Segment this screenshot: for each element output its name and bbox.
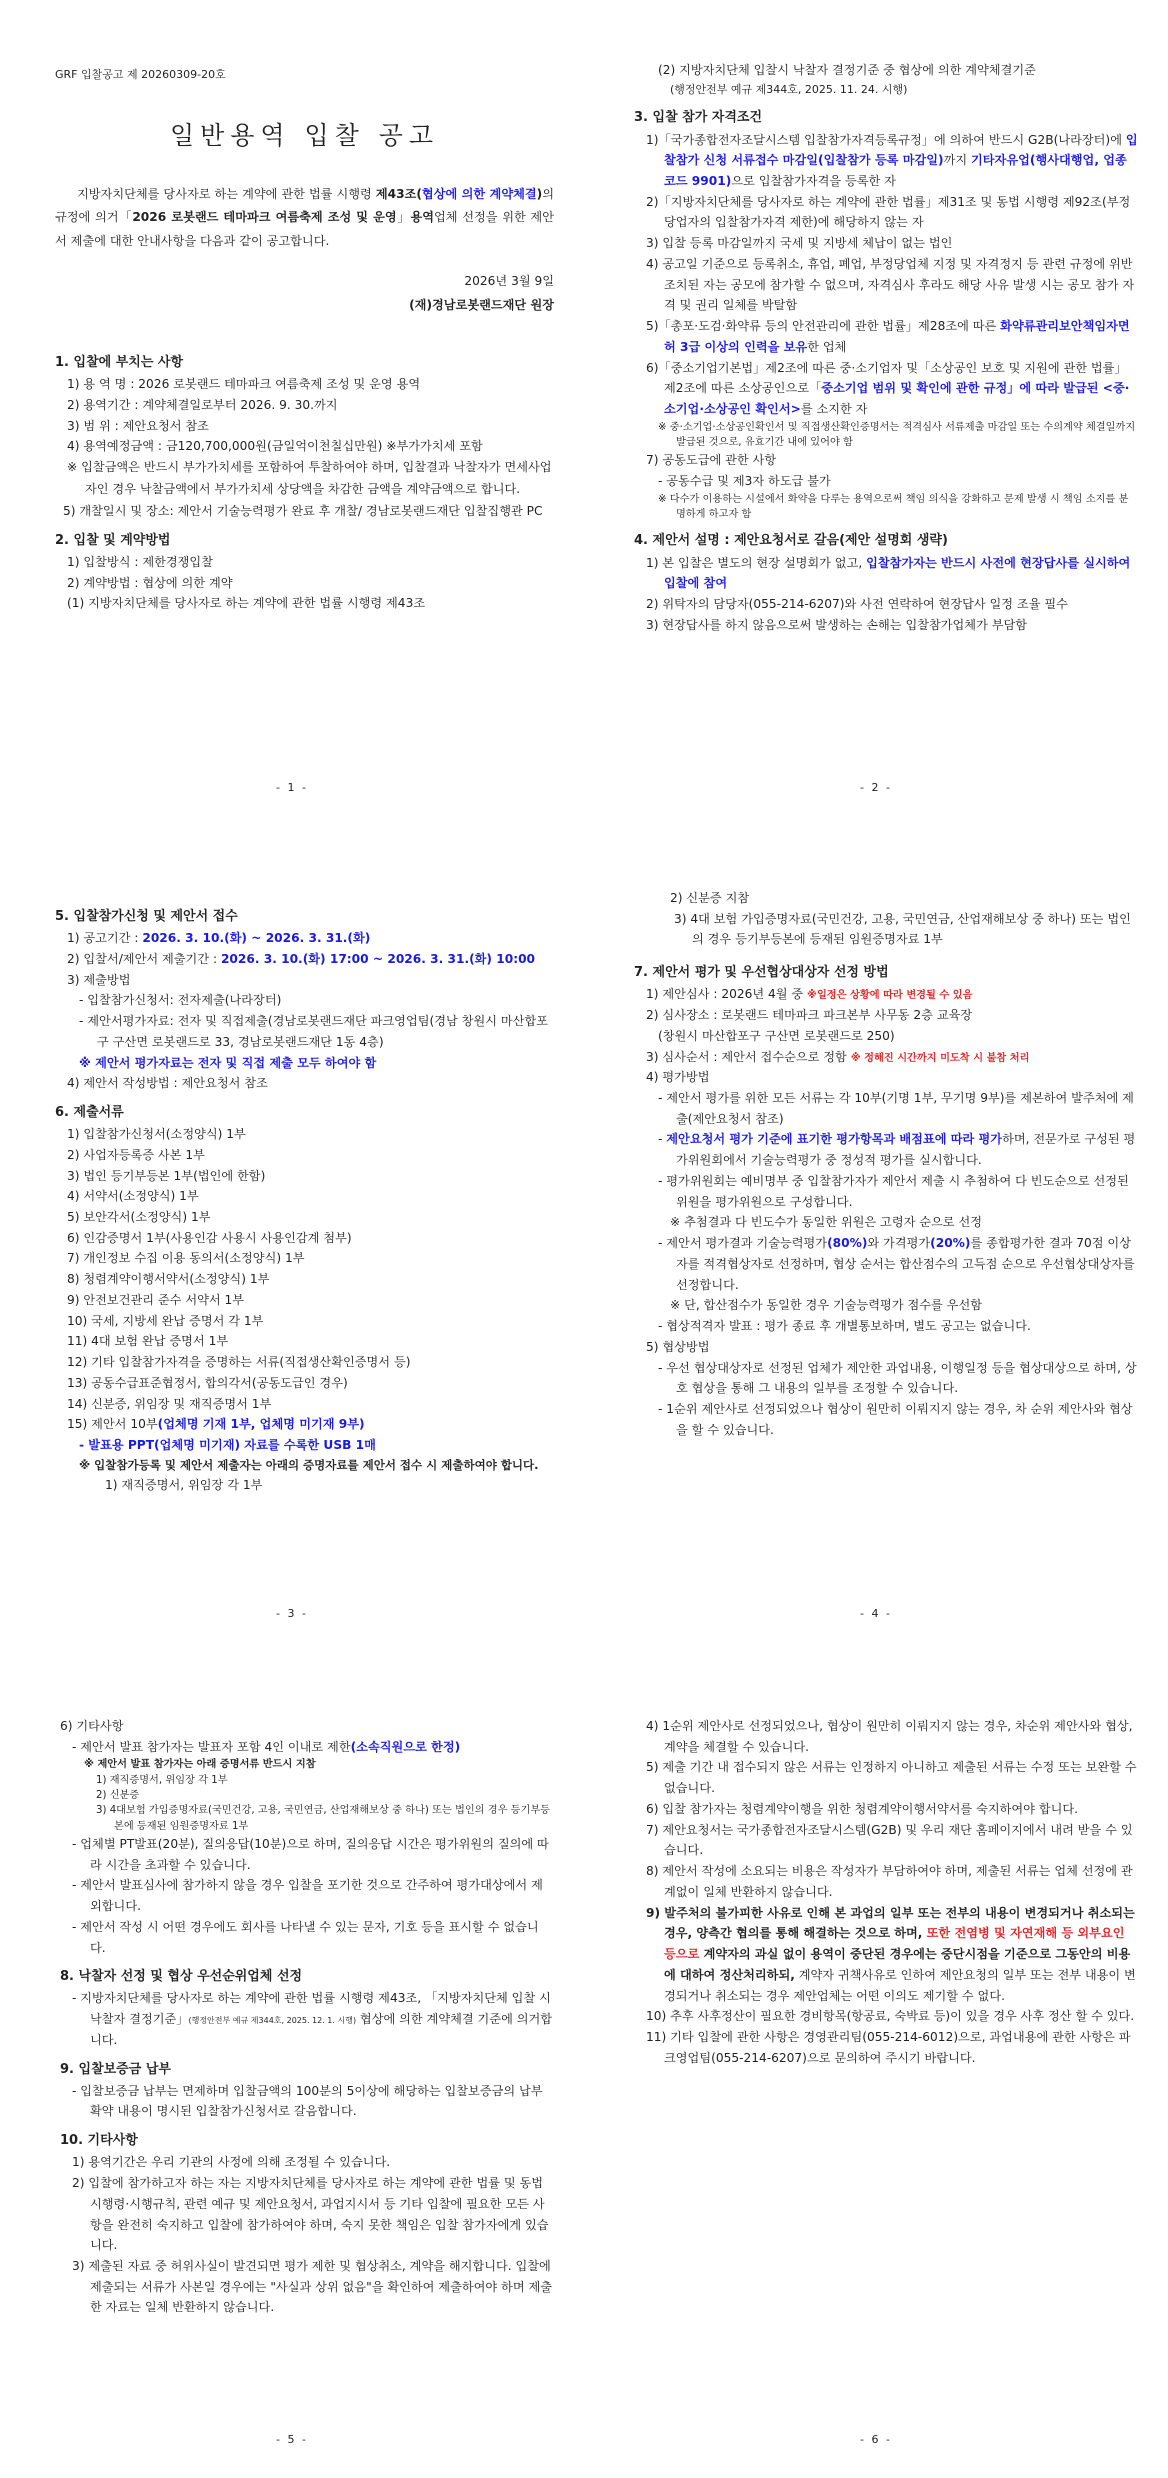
notice-date: 2026년 3월 9일 (464, 273, 554, 288)
page-5 (0, 1652, 584, 2478)
list-item: 11) 4대 보험 완납 증명서 1부 (67, 1334, 229, 1349)
list-item: 6) 인감증명서 1부(사용인감 사용시 사용인감계 첨부) (67, 1230, 352, 1245)
list-item: - 발표용 PPT(업체명 미기재) 자료를 수록한 USB 1매 (79, 1438, 376, 1453)
list-item: - 제안서 발표 참가자는 발표자 포함 4인 이내로 제한(소속직원으로 한정) (72, 1739, 461, 1754)
list-item: 2) 사업자등록증 사본 1부 (67, 1147, 205, 1162)
list-item: 7) 개인정보 수집 이용 동의서(소정양식) 1부 (67, 1251, 305, 1266)
list-item: (행정안전부 예규 제344호, 2025. 11. 24. 시행) (670, 82, 908, 96)
list-item: 1) 재직증명서, 위임장 각 1부 (96, 1774, 228, 1786)
section-heading: 3. 입찰 참가 자격조건 (634, 110, 763, 126)
note: ※ 다수가 이용하는 시설에서 화약을 다루는 용역으로써 책임 의식을 강화하고 문제 발생 시 책임 소지를 분명하게 하고자 함 (658, 493, 1129, 521)
section-heading: 2. 입찰 및 계약방법 (55, 532, 171, 548)
issuer: (재)경남로봇랜드재단 원장 (409, 298, 554, 313)
list-item: 4) 1순위 제안사로 선정되었으나, 협상이 원만히 이뤄지지 않는 경우, 차순위 제안사와 협상, 계약을 체결할 수 있습니다. (646, 1719, 1133, 1754)
list-item: 1) 공고기간 : 2026. 3. 10.(화) ~ 2026. 3. 31.(화) (67, 931, 371, 946)
list-item: 1) 재직증명서, 위임장 각 1부 (105, 1478, 263, 1493)
list-item: 13) 공동수급표준협정서, 합의각서(공동도급인 경우) (67, 1375, 348, 1390)
list-item: 1) 입찰참가신청서(소정양식) 1부 (67, 1127, 246, 1142)
list-item: - 제안요청서 평가 기준에 표기한 평가항목과 배점표에 따라 평가하며, 전문가로 구성된 평가위원회에서 기술능력평가 중 정성적 평가를 실시합니다. (658, 1132, 1136, 1168)
list-item: 8) 제안서 작성에 소요되는 비용은 작성자가 부담하여야 하며, 제출된 서류는 업체 선정에 관계없이 일체 반환하지 않습니다. (646, 1864, 1133, 1899)
list-item: 4) 서약서(소정양식) 1부 (67, 1189, 199, 1204)
list-item: 3) 4대 보험 가입증명자료(국민건강, 고용, 국민연금, 산업재해보상 중 하나) 또는 법인의 경우 등기부등본에 등재된 임원증명자료 1부 (674, 911, 1131, 947)
list-item: 1) 제안심사 : 2026년 4월 중 ※일정은 상황에 따라 변경될 수 있음 (646, 987, 973, 1002)
list-item: - 입찰보증금 납부는 면제하며 입찰금액의 100분의 5이상에 해당하는 입찰보증금의 납부확약 내용이 명시된 입찰참가신청서로 갈음합니다. (72, 2083, 543, 2119)
list-item: - 제안서 평가를 위한 모든 서류는 각 10부(기명 1부, 무기명 9부)를 제본하여 발주처에 제출(제안요청서 참조) (658, 1090, 1134, 1126)
page-2 (584, 0, 1168, 826)
list-item: - 업체별 PT발표(20분), 질의응답(10분)으로 하며, 질의응답 시간은 평가위원의 질의에 따라 시간을 초과할 수 있습니다. (72, 1836, 549, 1872)
section-heading: 4. 제안서 설명 : 제안요청서로 갈음(제안 설명회 생략) (634, 533, 948, 549)
list-item: 12) 기타 입찰참가자격을 증명하는 서류(직접생산확인증명서 등) (67, 1355, 411, 1370)
list-item: 3) 입찰 등록 마감일까지 국세 및 지방세 체납이 없는 법인 (646, 236, 953, 251)
list-item: 10) 추후 사후정산이 필요한 경비항목(항공료, 숙박료 등)이 있을 경우 사후 정산 할 수 있다. (646, 2009, 1135, 2024)
section-heading: 6. 제출서류 (55, 1104, 124, 1120)
list-item: - 우선 협상대상자로 선정된 업체가 제안한 과업내용, 이행일정 등을 협상대상으로 하며, 상호 협상을 통해 그 내용의 일부를 조정할 수 있습니다. (658, 1360, 1137, 1396)
list-item: - 공동수급 및 제3자 하도급 불가 (658, 474, 831, 489)
list-item: 1) 본 입찰은 별도의 현장 설명회가 없고, 입찰참가자는 반드시 사전에 현장답사를 실시하여 입찰에 참여 (646, 555, 1131, 591)
list-item: (1) 지방자치단체를 당사자로 하는 계약에 관한 법률 시행령 제43조 (67, 596, 426, 611)
list-item: 2) 입찰서/제안서 제출기간 : 2026. 3. 10.(화) 17:00 ~ 2026. 3. 31.(화) 10:00 (67, 951, 536, 966)
section-heading: 5. 입찰참가신청 및 제안서 접수 (55, 909, 238, 924)
list-item: 1) 용 역 명 : 2026 로봇랜드 테마파크 여름축제 조성 및 운영 용역 (67, 377, 421, 392)
list-item: 2)「지방자치단체를 당사자로 하는 계약에 관한 법률」제31조 및 동법 시행령 제92조(부정당업자의 입찰참가자격 제한)에 해당하지 않는 자 (646, 194, 1131, 230)
list-item: 3) 제출방법 (67, 972, 131, 987)
section-heading: 1. 입찰에 부치는 사항 (55, 355, 184, 371)
section-heading: 9. 입찰보증금 납부 (60, 2061, 171, 2077)
list-item: 8) 청렴계약이행서약서(소정양식) 1부 (67, 1272, 270, 1287)
intro-paragraph: 지방자치단체를 당사자로 하는 계약에 관한 법률 시행령 제43조(협상에 의한 계약체결)의 규정에 의거「2026 로봇랜드 테마파크 여름축제 조성 및 운영」용역업체 선정을 위한 제안서 제출에 대한 안내사항을 다음과 같이 공고합니다. (55, 187, 554, 248)
list-item: 5)「총포·도검·화약류 등의 안전관리에 관한 법률」제28조에 따른 화약류관리보안책임자면허 3급 이상의 인력을 보유한 업체 (646, 319, 1130, 354)
list-item: 5) 협상방법 (646, 1339, 710, 1354)
list-item: 2) 계약방법 : 협상에 의한 계약 (67, 575, 233, 590)
page-3 (0, 826, 584, 1652)
page-number: - 4 - (860, 1607, 892, 1621)
list-item: 4) 용역예정금액 : 금120,700,000원(금일억이천칠십만원) ※부가가치세 포함 (67, 439, 483, 454)
note: ※ 제안서 평가자료는 전자 및 직접 제출 모두 하여야 함 (79, 1055, 377, 1070)
section-heading: 10. 기타사항 (60, 2133, 138, 2149)
note: ※ 추첨결과 다 빈도수가 동일한 위원은 고령자 순으로 선정 (670, 1215, 982, 1230)
list-item: - 제안서 평가결과 기술능력평가(80%)와 가격평가(20%)를 종합평가한 결과 70점 이상자를 적격협상자로 선정하며, 협상 순서는 합산점수의 고득점 순으로 우선협상대상자를 선정합니다. (658, 1236, 1135, 1292)
list-item: - 협상적격자 발표 : 평가 종료 후 개별통보하며, 별도 공고는 없습니다. (658, 1319, 1031, 1334)
list-item: 11) 기타 입찰에 관한 사항은 경영관리팀(055-214-6012)으로, 과업내용에 관한 사항은 파크영업팀(055-214-6207)으로 문의하여 주시기 바랍니다. (646, 2030, 1131, 2065)
list-item: 10) 국세, 지방세 완납 증명서 각 1부 (67, 1313, 264, 1328)
list-item: - 1순위 제안사로 선정되었으나 협상이 원만히 이뤄지지 않는 경우, 차 순위 제안사와 협상을 할 수 있습니다. (658, 1401, 1133, 1437)
list-item: 14) 신분증, 위임장 및 재직증명서 1부 (67, 1396, 272, 1411)
note: ※ 입찰금액은 반드시 부가가치세를 포함하여 투찰하여야 하며, 입찰결과 낙찰자가 면세사업자인 경우 낙찰금액에서 부가가치세 상당액을 차감한 금액을 계약금액으로 합니다. (67, 460, 552, 497)
list-item: 1)「국가종합전자조달시스템 입찰참가자격등록규정」에 의하여 반드시 G2B(나라장터)에 입찰참가 신청 서류접수 마감일(입찰참가 등록 마감일)까지 기타자유업(행사대행업, 업종코드 9901)으로 입찰참가자격을 등록한 자 (646, 132, 1138, 188)
page-number: - 6 - (860, 2433, 892, 2447)
list-item: 2) 심사장소 : 로봇랜드 테마파크 파크본부 사무동 2층 교육장 (646, 1008, 973, 1023)
list-item: 2) 위탁자의 담당자(055-214-6207)와 사전 연락하여 현장답사 일정 조율 필수 (646, 597, 1068, 612)
list-item: (창원시 마산합포구 구산면 로봇랜드로 250) (658, 1028, 895, 1043)
note: ※ 단, 합산점수가 동일한 경우 기술능력평가 점수를 우선함 (670, 1298, 982, 1313)
list-item: 3) 4대보험 가입증명자료(국민건강, 고용, 국민연금, 산업재해보상 중 하나) 또는 법인의 경우 등기부등본에 등재된 임원증명자료 1부 (96, 1805, 551, 1832)
list-item: 1) 용역기간은 우리 기관의 사정에 의해 조정될 수 있습니다. (72, 2155, 391, 2170)
list-item: 3) 제출된 자료 중 허위사실이 발견되면 평가 제한 및 협상취소, 계약을 해지합니다. 입찰에 제출되는 서류가 사본일 경우에는 "사실과 상위 없음"을 확인하여 제출하여야 하며 제출한 자료는 일체 반환하지 않습니다. (72, 2258, 553, 2315)
list-item: 4) 공고일 기준으로 등록취소, 휴업, 폐업, 부정당업체 지정 및 자격정지 등 관련 규정에 위반 조치된 자는 공모에 참가할 수 없으며, 자격심사 후라도 해당 사유 발생 시는 공모 참가 자격 및 권리 일체를 박탈함 (646, 256, 1135, 313)
list-item: 9) 발주처의 불가피한 사유로 인해 본 과업의 일부 또는 전부의 내용이 변경되거나 취소되는 경우, 양측간 협의를 통해 해결하는 것으로 하며, 또한 전염병 및 자연재해 등 외부요인 등으로 계약자의 과실 없이 용역이 중단된 경우에는 중단시점을 기준으로 그동안의 비용에 대하여 정산처리하되, 계약자 귀책사유로 인하여 제안요청의 일부 또는 전부 내용이 변경되거나 취소되는 경우 제안업체는 어떤 이의도 제기할 수 없다. (646, 1905, 1136, 2003)
page-number: - 2 - (860, 781, 892, 795)
list-item: 3) 법인 등기부등본 1부(법인에 한함) (67, 1168, 266, 1183)
list-item: 5) 보안각서(소정양식) 1부 (67, 1210, 211, 1224)
list-item: - 제안서 작성 시 어떤 경우에도 회사를 나타낼 수 있는 문자, 기호 등을 표시할 수 없습니다. (72, 1919, 539, 1955)
note: ※ 중·소기업·소상공인확인서 및 직접생산확인증명서는 적격심사 서류제출 마감일 또는 수의계약 체결일까지 발급된 것으로, 유효기간 내에 있어야 함 (658, 421, 1136, 449)
page-title: 일반용역 입찰 공고 (169, 120, 440, 150)
list-item: 2) 입찰에 참가하고자 하는 자는 지방자치단체를 당사자로 하는 계약에 관한 법률 및 동법 시행령·시행규칙, 관련 예규 및 제안요청서, 과업지시서 등 기타 입찰에 필요한 모든 사항을 완전히 숙지하고 입찰에 참가하여야 하며, 숙지 못한 책임은 입찰 참가자에게 있습니다. (72, 2176, 549, 2253)
section-heading: 7. 제안서 평가 및 우선협상대상자 선정 방법 (634, 965, 889, 981)
list-item: 9) 안전보건관리 준수 서약서 1부 (67, 1292, 245, 1307)
list-item: 5) 제출 기간 내 접수되지 않은 서류는 인정하지 아니하고 제출된 서류는 수정 또는 보완할 수 없습니다. (646, 1760, 1137, 1796)
list-item: 6) 기타사항 (60, 1719, 124, 1733)
note: ※ 입찰참가등록 및 제안서 제출자는 아래의 증명자료를 제안서 접수 시 제출하여야 합니다. (79, 1457, 539, 1472)
document-number: GRF 입찰공고 제 20260309-20호 (55, 68, 226, 81)
page-number: - 5 - (276, 2433, 308, 2447)
list-item: 6) 입찰 참가자는 청렴계약이행을 위한 청렴계약이행서약서를 숙지하여야 합니다. (646, 1801, 1079, 1816)
page-4 (584, 826, 1168, 1652)
page-6 (584, 1652, 1168, 2478)
note: ※ 제안서 발표 참가자는 아래 증명서류 반드시 지참 (84, 1759, 316, 1771)
list-item: 4) 제안서 작성방법 : 제안요청서 참조 (67, 1076, 268, 1091)
list-item: - 지방자치단체를 당사자로 하는 계약에 관한 법률 시행령 제43조, 「지방자치단체 입찰 시 낙찰자 결정기준」(행정안전부 예규 제344호, 2025. 12. 1. 시행) 협상에 의한 계약체결 기준에 의거합니다. (72, 1991, 553, 2047)
page-number: - 3 - (276, 1607, 308, 1621)
list-item: - 평가위원회는 예비명부 중 입찰참가자가 제안서 제출 시 추첨하여 다 빈도순으로 선정된 위원을 평가위원으로 구성합니다. (658, 1173, 1129, 1209)
list-item: (2) 지방자치단체 입찰시 낙찰자 결정기준 중 협상에 의한 계약체결기준 (658, 63, 1036, 77)
list-item: 3) 현장답사를 하지 않음으로써 발생하는 손해는 입찰참가업체가 부담함 (646, 617, 1028, 632)
page-number: - 1 - (276, 781, 308, 795)
list-item: - 입찰참가신청서: 전자제출(나라장터) (79, 993, 282, 1008)
list-item: - 제안서평가자료: 전자 및 직접제출(경남로봇랜드재단 파크영업팀(경남 창원시 마산합포구 구산면 로봇랜드로 33, 경남로봇랜드재단 1동 4층) (79, 1014, 548, 1049)
list-item: 6)「중소기업기본법」제2조에 따른 중·소기업자 및「소상공인 보호 및 지원에 관한 법률」제2조에 따른 소상공인으로「중소기업 범위 및 확인에 관한 규정」에 따라 발급된 <중·소기업·소상공인 확인서>를 소지한 자 (646, 360, 1130, 417)
list-item: 4) 평가방법 (646, 1070, 710, 1085)
list-item: 3) 범 위 : 제안요청서 참조 (67, 418, 209, 433)
list-item: 2) 신분증 (96, 1790, 140, 1802)
list-item: 7) 공동도급에 관한 사항 (646, 453, 777, 468)
list-item: 3) 심사순서 : 제안서 접수순으로 정함 ※ 정해진 시간까지 미도착 시 불참 처리 (646, 1049, 1030, 1064)
list-item: 2) 신분증 지참 (670, 891, 750, 905)
list-item: 5) 개찰일시 및 장소: 제안서 기술능력평가 완료 후 개찰/ 경남로봇랜드재단 입찰집행관 PC (63, 504, 543, 519)
page-1 (0, 0, 584, 826)
list-item: 1) 입찰방식 : 제한경쟁입찰 (67, 554, 213, 569)
section-heading: 8. 낙찰자 선정 및 협상 우선순위업체 선정 (60, 1969, 303, 1985)
list-item: 2) 용역기간 : 계약체결일로부터 2026. 9. 30.까지 (67, 398, 338, 412)
list-item: 7) 제안요청서는 국가종합전자조달시스템(G2B) 및 우리 재단 홈페이지에서 내려 받을 수 있습니다. (646, 1822, 1133, 1858)
list-item: - 제안서 발표심사에 참가하지 않을 경우 입찰을 포기한 것으로 간주하여 평가대상에서 제외합니다. (72, 1878, 543, 1914)
list-item: 15) 제안서 10부(업체명 기재 1부, 업체명 미기재 9부) (67, 1417, 365, 1432)
